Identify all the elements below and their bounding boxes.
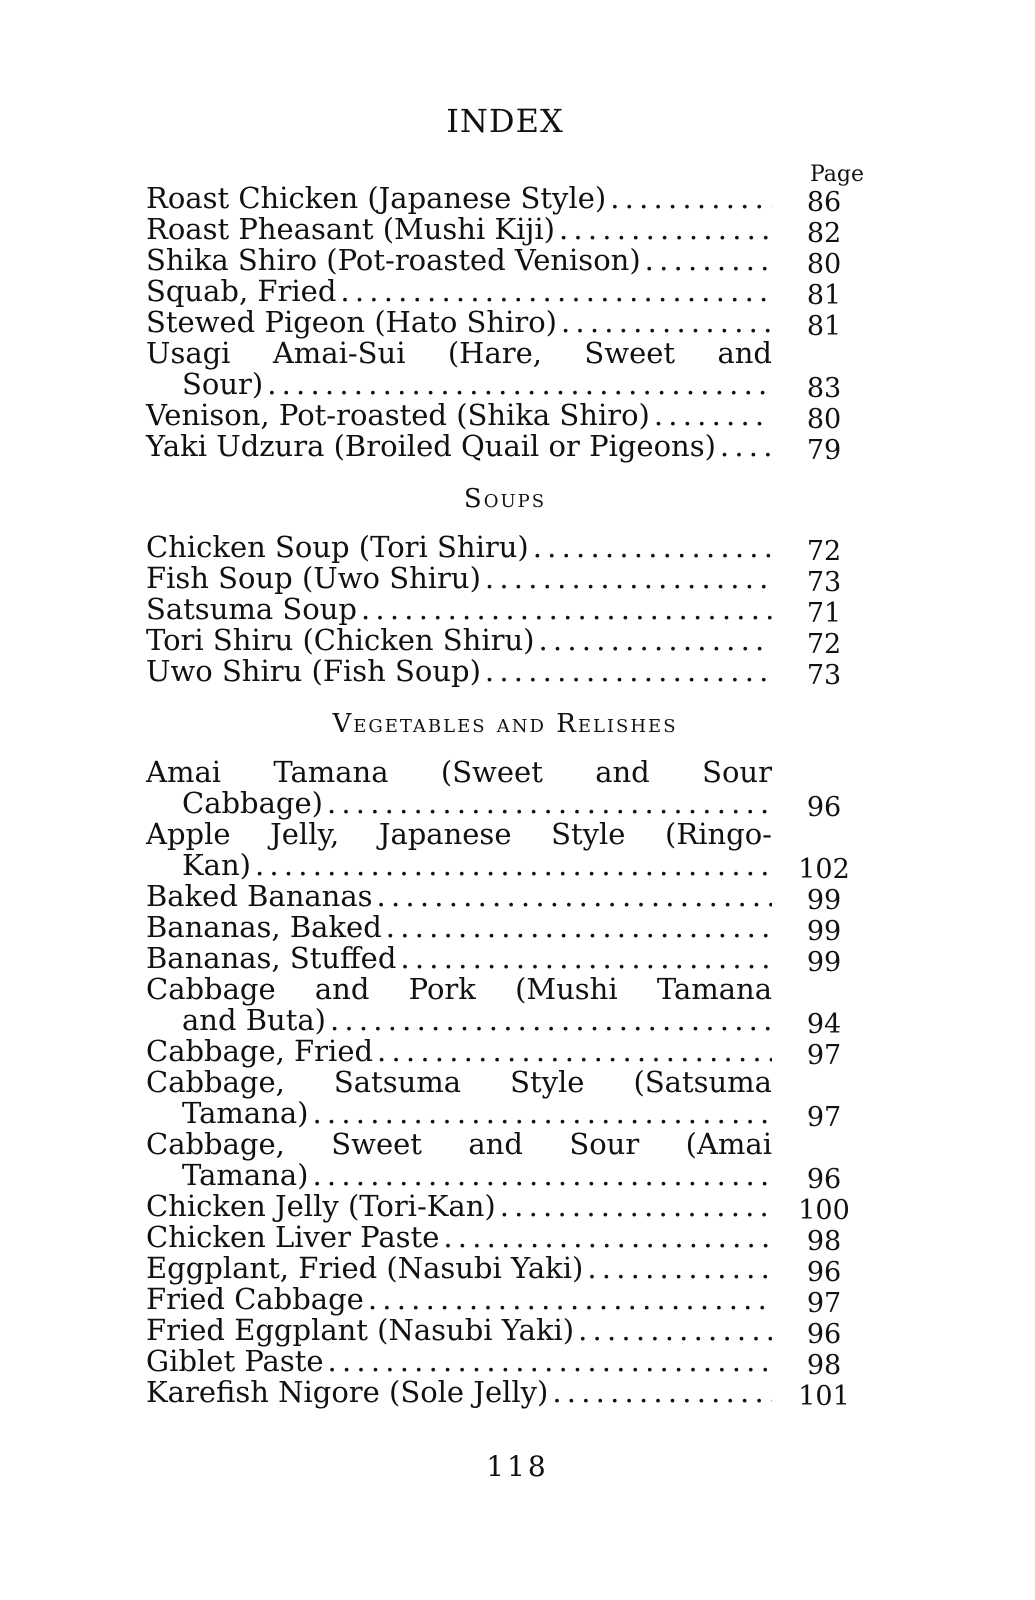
index-entry (146, 1282, 864, 1319)
index-entry (146, 1189, 864, 1226)
entry-word: Satsuma (333, 1065, 462, 1099)
entry-page-number: 99 (806, 916, 842, 947)
entry-line (146, 912, 772, 943)
dot-leader (368, 1284, 772, 1315)
dot-leader (340, 276, 772, 307)
entry-line (146, 1036, 772, 1067)
entry-word: Style (510, 1065, 585, 1099)
index-entry (146, 1220, 864, 1257)
dot-leader (610, 183, 772, 214)
entry-page-number: 94 (806, 1009, 842, 1040)
entry-text: Chicken Jelly (Tori-Kan) (146, 1189, 496, 1223)
index-entry (146, 941, 864, 978)
entry-text: Cabbage, Fried (146, 1034, 374, 1068)
index-entry (146, 654, 864, 691)
entry-word: Sour (569, 1127, 640, 1161)
entry-text: Uwo Shiru (Fish Soup) (146, 654, 481, 688)
entry-text: Karefish Nigore (Sole Jelly) (146, 1375, 549, 1409)
entry-line (146, 245, 772, 276)
entry-page-number: 72 (806, 629, 842, 660)
entry-line (146, 819, 772, 850)
entry-word: Cabbage (146, 972, 276, 1006)
entry-page-number: 98 (806, 1226, 842, 1257)
entry-line (146, 1129, 772, 1160)
index-entry (146, 910, 864, 947)
entry-page-number: 81 (806, 280, 842, 311)
entry-page-number: 71 (806, 598, 842, 629)
dot-leader (485, 563, 772, 594)
entry-word: Sweet (584, 336, 676, 370)
entry-line (146, 1346, 772, 1377)
entry-page-number: 97 (806, 1288, 842, 1319)
entry-text: Tori Shiru (Chicken Shiru) (146, 623, 535, 657)
entry-line (146, 307, 772, 338)
entry-line (146, 1005, 772, 1036)
entry-page-number: 99 (806, 947, 842, 978)
index-entry (146, 429, 864, 466)
entry-text: Squab, Fried (146, 274, 337, 308)
dot-leader (377, 881, 772, 912)
entry-word: (Satsuma (633, 1065, 772, 1099)
entry-page-number: 98 (806, 1350, 842, 1381)
index-entry (146, 274, 864, 311)
dot-leader (255, 850, 772, 881)
index-entry (146, 398, 864, 435)
entry-line (146, 625, 772, 656)
entry-line (146, 850, 772, 881)
dot-leader (267, 369, 772, 400)
entry-text: Fish Soup (Uwo Shiru) (146, 561, 481, 595)
index-entry (146, 755, 864, 823)
dot-leader (587, 1253, 772, 1284)
dot-leader (578, 1315, 772, 1346)
entry-line (146, 1253, 772, 1284)
entry-line (146, 276, 772, 307)
entry-word: and (468, 1127, 523, 1161)
entry-page-number: 79 (806, 435, 842, 466)
entry-text: Roast Chicken (Japanese Style) (146, 181, 607, 215)
entry-text: Chicken Soup (Tori Shiru) (146, 530, 529, 564)
dot-leader (533, 532, 772, 563)
dot-leader (386, 912, 772, 943)
entry-word: (Hare, (447, 336, 542, 370)
entry-page-number: 80 (806, 249, 842, 280)
dot-leader (328, 1346, 772, 1377)
entry-text: Eggplant, Fried (Nasubi Yaki) (146, 1251, 584, 1285)
entry-line (146, 400, 772, 431)
entry-page-number: 81 (806, 311, 842, 342)
dot-leader (377, 1036, 772, 1067)
entry-line (146, 183, 772, 214)
entry-page-number: 83 (806, 373, 842, 404)
entry-text: Stewed Pigeon (Hato Shiro) (146, 305, 557, 339)
entry-line (146, 1222, 772, 1253)
entry-page-number: 72 (806, 536, 842, 567)
entry-page-number: 99 (806, 885, 842, 916)
entry-line (146, 338, 772, 369)
entry-text: Fried Cabbage (146, 1282, 364, 1316)
index-groups (146, 181, 864, 1412)
entry-line (146, 757, 772, 788)
index-entry (146, 336, 864, 404)
entry-text: Cabbage) (182, 786, 323, 820)
entry-page-number: 96 (806, 792, 842, 823)
entry-text: Tamana) (182, 1096, 309, 1130)
entry-text: Fried Eggplant (Nasubi Yaki) (146, 1313, 575, 1347)
entry-line (146, 1098, 772, 1129)
entry-text: Satsuma Soup (146, 592, 357, 626)
index-page (146, 102, 864, 1412)
index-entry (146, 305, 864, 342)
dot-leader (443, 1222, 772, 1253)
dot-leader (312, 1160, 772, 1191)
index-entry (146, 592, 864, 629)
entry-line (146, 594, 772, 625)
entry-word: Style (551, 817, 626, 851)
entry-text: Shika Shiro (Pot-roasted Venison) (146, 243, 641, 277)
page-column-label: Page (809, 162, 864, 187)
entry-word: Usagi (146, 336, 231, 370)
entry-line (146, 1315, 772, 1346)
entry-line (146, 1191, 772, 1222)
dot-leader (559, 214, 772, 245)
dot-leader (561, 307, 772, 338)
index-entry (146, 817, 864, 885)
entry-text: Bananas, Stuffed (146, 941, 397, 975)
entry-word: and (595, 755, 650, 789)
entry-line (146, 943, 772, 974)
entry-line (146, 881, 772, 912)
entry-page-number: 97 (806, 1102, 842, 1133)
entry-line (146, 214, 772, 245)
entry-line (146, 369, 772, 400)
dot-leader (330, 1005, 772, 1036)
dot-leader (538, 625, 772, 656)
entry-line (146, 1377, 772, 1408)
index-entry (146, 623, 864, 660)
index-entry (146, 1375, 864, 1412)
entry-text: Venison, Pot-roasted (Shika Shiro) (146, 398, 650, 432)
entry-word: Jelly, (270, 817, 340, 851)
index-entry (146, 1313, 864, 1350)
entry-page-number: 96 (806, 1319, 842, 1350)
entry-word: Amai (146, 755, 222, 789)
entry-text: Baked Bananas (146, 879, 373, 913)
folio-page-number: 118 (486, 1450, 549, 1483)
entry-line (146, 656, 772, 687)
entry-text: Chicken Liver Paste (146, 1220, 440, 1254)
section-heading: Vegetables and Relishes (332, 709, 678, 739)
index-entry (146, 1034, 864, 1071)
entry-text: and Buta) (182, 1003, 326, 1037)
index-entry (146, 561, 864, 598)
index-entry (146, 1344, 864, 1381)
entry-text: Yaki Udzura (Broiled Quail or Pigeons) (146, 429, 716, 463)
dot-leader (720, 431, 772, 462)
dot-leader (400, 943, 772, 974)
index-entry (146, 530, 864, 567)
index-entry (146, 1127, 864, 1195)
entry-word: Amai-Sui (272, 336, 406, 370)
entry-line (146, 1284, 772, 1315)
entry-page-number: 97 (806, 1040, 842, 1071)
entry-page-number: 82 (806, 218, 842, 249)
entry-word: Tamana (273, 755, 389, 789)
entry-page-number: 86 (806, 187, 842, 218)
entry-text: Giblet Paste (146, 1344, 324, 1378)
entry-word: Cabbage, (146, 1065, 285, 1099)
entry-text: Bananas, Baked (146, 910, 382, 944)
entry-line (146, 532, 772, 563)
index-entry (146, 243, 864, 280)
dot-leader (654, 400, 772, 431)
entry-text: Sour) (182, 367, 264, 401)
entry-line (146, 563, 772, 594)
index-entry (146, 879, 864, 916)
section-heading: Soups (463, 484, 547, 514)
entry-word: Sweet (331, 1127, 422, 1161)
index-entry (146, 212, 864, 249)
entry-page-number: 102 (798, 854, 850, 885)
entry-word: Sour (702, 755, 772, 789)
dot-leader (312, 1098, 772, 1129)
index-entry (146, 1251, 864, 1288)
entry-line (146, 431, 772, 462)
entry-word: Japanese (378, 817, 512, 851)
dot-leader (500, 1191, 772, 1222)
entry-line (146, 1160, 772, 1191)
entry-page-number: 96 (806, 1164, 842, 1195)
entry-page-number: 73 (806, 567, 842, 598)
entry-word: (Ringo- (665, 817, 772, 851)
entry-line (146, 1067, 772, 1098)
entry-word: and (717, 336, 772, 370)
entry-text: Kan) (182, 848, 251, 882)
dot-leader (552, 1377, 772, 1408)
dot-leader (645, 245, 772, 276)
entry-word: and (314, 972, 370, 1006)
index-entry (146, 972, 864, 1040)
entry-line (146, 974, 772, 1005)
entry-word: (Amai (685, 1127, 772, 1161)
entry-text: Roast Pheasant (Mushi Kiji) (146, 212, 555, 246)
entry-page-number: 100 (798, 1195, 850, 1226)
entry-word: Tamana (656, 972, 772, 1006)
entry-word: Pork (408, 972, 476, 1006)
entry-text: Tamana) (182, 1158, 309, 1192)
entry-page-number: 101 (798, 1381, 850, 1412)
dot-leader (327, 788, 772, 819)
entry-word: Cabbage, (146, 1127, 285, 1161)
index-entry (146, 181, 864, 218)
page-title: INDEX (446, 102, 564, 140)
index-entry (146, 1065, 864, 1133)
dot-leader (361, 594, 772, 625)
entry-page-number: 80 (806, 404, 842, 435)
entry-line (146, 788, 772, 819)
entry-page-number: 96 (806, 1257, 842, 1288)
entry-word: Apple (146, 817, 231, 851)
dot-leader (485, 656, 772, 687)
entry-word: (Sweet (440, 755, 543, 789)
entry-word: (Mushi (515, 972, 618, 1006)
entry-page-number: 73 (806, 660, 842, 691)
